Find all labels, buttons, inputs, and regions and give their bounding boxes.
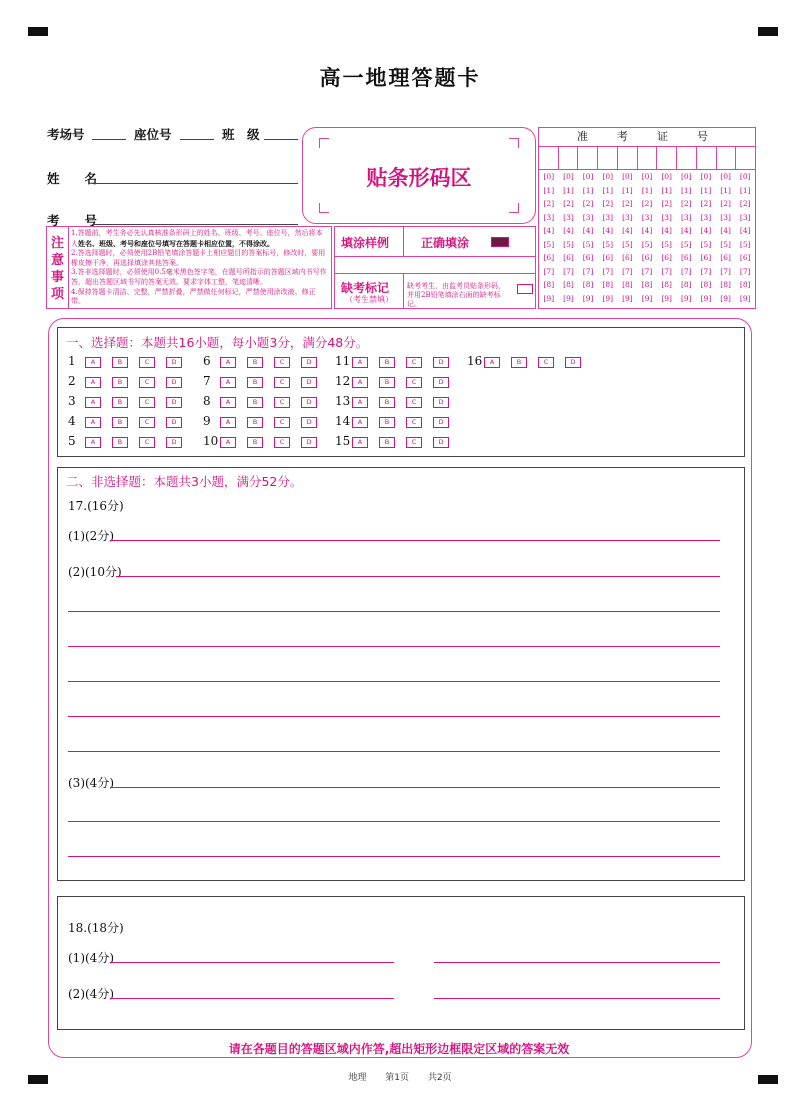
ticket-digit-bubble[interactable]: [7] (602, 266, 614, 276)
ticket-digit-bubble[interactable]: [5] (661, 239, 672, 249)
q17-label: 17.(16分) (68, 499, 124, 513)
ticket-digit-bubble[interactable]: [5] (543, 239, 555, 249)
option-bubble[interactable]: A (85, 397, 101, 408)
ticket-digit-bubble[interactable]: [7] (661, 266, 672, 276)
ticket-number-cell[interactable] (677, 147, 697, 169)
ticket-digit-bubble[interactable]: [1] (739, 185, 751, 195)
ticket-digit-bubble[interactable]: [5] (641, 239, 653, 249)
ticket-digit-column (696, 170, 716, 305)
question-number: 8 (203, 394, 211, 408)
ticket-digit-bubble[interactable]: [3] (543, 212, 555, 222)
ticket-digit-bubble[interactable]: [4] (622, 226, 633, 235)
ticket-digit-bubble[interactable]: [0] (700, 172, 712, 181)
correct-fill-label: 正确填涂 (421, 236, 470, 250)
ticket-digit-bubble[interactable]: [1] (641, 185, 653, 195)
ticket-digit-bubble[interactable]: [2] (641, 199, 653, 208)
option-bubble[interactable]: A (484, 357, 500, 368)
question-number: 16 (467, 354, 483, 368)
option-bubble[interactable]: B (379, 417, 395, 428)
option-bubble[interactable]: A (352, 437, 368, 448)
ticket-digit-bubble[interactable]: [6] (739, 253, 751, 262)
question-number: 5 (68, 434, 76, 448)
ticket-digit-column (578, 170, 598, 305)
answer-line[interactable] (434, 998, 720, 999)
ticket-digit-bubble[interactable]: [7] (700, 266, 712, 276)
multiple-choice-section (57, 327, 745, 457)
ticket-number-cell[interactable] (717, 147, 737, 169)
option-bubble[interactable]: D (433, 357, 449, 368)
ticket-number-grid (538, 127, 756, 309)
ticket-digit-bubble[interactable]: [3] (739, 212, 751, 222)
ticket-digit-bubble[interactable]: [9] (563, 293, 574, 303)
option-bubble[interactable]: C (274, 437, 290, 448)
option-bubble[interactable]: C (538, 357, 554, 368)
ticket-digit-bubble[interactable]: [8] (622, 280, 633, 289)
name-field[interactable] (92, 183, 298, 184)
ticket-digit-bubble[interactable]: [8] (720, 280, 731, 289)
ticket-digit-bubble[interactable]: [3] (622, 212, 633, 222)
q17-1-label: (1)(2分) (68, 529, 114, 543)
page-title: 高一地理答题卡 (319, 65, 481, 90)
ticket-digit-bubble[interactable]: [2] (582, 199, 594, 208)
ticket-digit-bubble[interactable]: [3] (563, 212, 574, 222)
barcode-area (302, 127, 536, 224)
option-bubble[interactable]: A (352, 397, 368, 408)
ticket-digit-bubble[interactable]: [7] (641, 266, 653, 276)
instructions-text: 1.答题前，考生务必先认真核准条形码上的姓名、班级、考号、座位号，然后将本人姓名、班级、考号和座位号填写在答题卡相应位置，不得涂改。 2.答选择题时，必须使用2B铅笔填涂答题卡上相应题目的答案标号，修改时，要用橡皮擦干净，再选择填涂其他答案。 3.答非选择题时，必须使用0.5毫米黑色签字笔，在题号所指示的答题区域内书写作答，超出答题区域书写的答案无效。要求字体工整，笔迹清晰。 4.保持答题卡清洁、完整，严禁折叠，严禁做任何标记，严禁使用涂改液、修正带。 (71, 229, 327, 306)
ticket-digit-bubble[interactable]: [2] (622, 199, 633, 208)
absent-mark-sublabel: （考生禁填） (345, 295, 393, 304)
question-number: 13 (335, 394, 351, 408)
option-bubble[interactable]: A (220, 377, 236, 388)
option-bubble[interactable]: B (112, 417, 128, 428)
ticket-digit-bubble[interactable]: [8] (543, 280, 555, 289)
ticket-digit-bubble[interactable]: [6] (622, 253, 633, 262)
question-number: 1 (68, 354, 76, 368)
ticket-digit-bubble[interactable]: [4] (563, 226, 574, 235)
ticket-number-cell[interactable] (736, 147, 755, 169)
ticket-digit-bubble[interactable]: [0] (720, 172, 731, 181)
ticket-digit-bubble[interactable]: [0] (582, 172, 594, 181)
page-footer (0, 1070, 800, 1083)
ticket-digit-bubble[interactable]: [7] (622, 266, 633, 276)
answer-line[interactable] (110, 998, 394, 999)
answer-area-warning: 请在各题目的答题区域内作答,超出矩形边框限定区域的答案无效 (228, 1042, 570, 1056)
option-bubble[interactable]: B (379, 357, 395, 368)
barcode-area-label: 贴条形码区 (366, 165, 472, 190)
absent-mark-bubble[interactable] (517, 284, 533, 294)
ticket-digit-bubble[interactable]: [3] (602, 212, 614, 222)
answer-line[interactable] (68, 611, 720, 612)
option-bubble[interactable]: B (112, 357, 128, 368)
ticket-number-cells[interactable] (539, 147, 755, 170)
footer-page: 第1页 (385, 1073, 409, 1083)
ticket-digit-bubble[interactable]: [1] (661, 185, 672, 195)
ticket-digit-bubble[interactable]: [3] (720, 212, 731, 222)
ticket-digit-bubble[interactable]: [8] (661, 280, 672, 289)
ticket-digit-bubble[interactable]: [2] (739, 199, 751, 208)
ticket-digit-bubble[interactable]: [0] (602, 172, 614, 181)
ticket-digit-bubble[interactable]: [1] (700, 185, 712, 195)
ticket-digit-bubble[interactable]: [9] (543, 293, 555, 303)
ticket-digit-bubble[interactable]: [6] (661, 253, 672, 262)
seat-field[interactable] (180, 139, 214, 140)
ticket-digit-bubble[interactable]: [1] (543, 185, 555, 195)
ticket-digit-bubble[interactable]: [3] (700, 212, 712, 222)
option-bubble[interactable]: C (139, 397, 155, 408)
option-bubble[interactable]: C (139, 357, 155, 368)
option-bubble[interactable]: B (247, 397, 263, 408)
absent-mark-label: 缺考标记 (341, 281, 390, 295)
ticket-digit-bubble[interactable]: [8] (563, 280, 574, 289)
option-bubble[interactable]: D (166, 357, 182, 368)
ticket-digit-bubble[interactable]: [8] (680, 280, 692, 289)
ticket-digit-bubble[interactable]: [9] (661, 293, 672, 303)
ticket-number-cell[interactable] (618, 147, 638, 169)
option-bubble[interactable]: A (220, 397, 236, 408)
q18-1-label: (1)(4分) (68, 951, 114, 965)
answer-line[interactable] (110, 962, 394, 963)
question-number: 15 (335, 434, 351, 448)
ticket-digit-bubble[interactable]: [0] (543, 172, 555, 181)
option-bubble[interactable]: C (406, 417, 422, 428)
ticket-digit-bubble[interactable]: [5] (720, 239, 731, 249)
option-bubble[interactable]: B (112, 437, 128, 448)
ticket-number-cell[interactable] (638, 147, 658, 169)
q18-2-label: (2)(4分) (68, 987, 114, 1001)
ticket-digit-bubble[interactable]: [4] (543, 226, 555, 235)
option-bubble[interactable]: D (433, 437, 449, 448)
option-bubble[interactable]: D (166, 437, 182, 448)
ticket-digit-bubble[interactable]: [6] (680, 253, 692, 262)
ticket-digit-bubble[interactable]: [1] (582, 185, 594, 195)
option-bubble[interactable]: A (352, 357, 368, 368)
option-bubble[interactable]: D (166, 417, 182, 428)
ticket-digit-bubble[interactable]: [2] (720, 199, 731, 208)
option-bubble[interactable]: B (379, 377, 395, 388)
option-bubble[interactable]: C (139, 437, 155, 448)
option-bubble[interactable]: D (433, 377, 449, 388)
ticket-digit-bubble[interactable]: [3] (661, 212, 672, 222)
ticket-digit-bubble[interactable]: [6] (563, 253, 574, 262)
question-number: 2 (68, 374, 76, 388)
question-number: 4 (68, 414, 76, 428)
answer-line[interactable] (68, 856, 720, 857)
exam-no-label: 考 号 (47, 213, 98, 228)
ticket-digit-bubble[interactable]: [9] (700, 293, 712, 303)
absent-mark-note: 缺考考生，由监考员贴条形码，并用2B铅笔填涂右面的缺考标记。 (407, 282, 505, 308)
footer-total: 共2页 (427, 1073, 452, 1083)
answer-line[interactable] (68, 681, 720, 682)
non-choice-section (57, 467, 745, 881)
option-bubble[interactable]: A (85, 417, 101, 428)
option-bubble[interactable]: B (247, 437, 263, 448)
ticket-digit-bubble[interactable]: [4] (739, 226, 751, 235)
option-bubble[interactable]: D (433, 417, 449, 428)
exam-no-field[interactable] (92, 224, 298, 225)
ticket-digit-bubble[interactable]: [0] (641, 172, 653, 181)
ticket-digit-bubble[interactable]: [4] (602, 226, 614, 235)
option-bubble[interactable]: A (85, 437, 101, 448)
ticket-digit-bubble[interactable]: [8] (602, 280, 614, 289)
ticket-digit-bubble[interactable]: [3] (582, 212, 594, 222)
option-bubble[interactable]: D (166, 377, 182, 388)
ticket-digit-bubble[interactable]: [4] (582, 226, 594, 235)
answer-line[interactable] (68, 716, 720, 717)
ticket-digit-bubble[interactable]: [8] (582, 280, 594, 289)
ticket-digit-bubble[interactable]: [4] (661, 226, 672, 235)
ticket-digit-bubble[interactable]: [8] (641, 280, 653, 289)
ticket-digit-bubbles[interactable] (539, 170, 755, 305)
ticket-digit-bubble[interactable]: [5] (622, 239, 633, 249)
ticket-digit-bubble[interactable]: [7] (582, 266, 594, 276)
ticket-digit-column (657, 170, 677, 305)
option-bubble[interactable]: C (406, 357, 422, 368)
q17-2-label: (2)(10分) (68, 565, 122, 579)
ticket-digit-bubble[interactable]: [6] (720, 253, 731, 262)
option-bubble[interactable]: A (220, 357, 236, 368)
ticket-number-cell[interactable] (697, 147, 717, 169)
ticket-digit-bubble[interactable]: [0] (563, 172, 574, 181)
option-bubble[interactable]: D (433, 397, 449, 408)
ticket-digit-bubble[interactable]: [9] (641, 293, 653, 303)
ticket-digit-bubble[interactable]: [9] (602, 293, 614, 303)
option-bubble[interactable]: B (112, 377, 128, 388)
answer-line[interactable] (116, 576, 720, 577)
ticket-digit-bubble[interactable]: [5] (680, 239, 692, 249)
ticket-number-cell[interactable] (598, 147, 618, 169)
option-bubble[interactable]: A (352, 417, 368, 428)
ticket-digit-bubble[interactable]: [8] (700, 280, 712, 289)
ticket-digit-bubble[interactable]: [5] (563, 239, 574, 249)
ticket-digit-bubble[interactable]: [9] (680, 293, 692, 303)
footer-subject: 地理 (348, 1073, 367, 1083)
option-bubble[interactable]: D (301, 357, 317, 368)
question-number: 3 (68, 394, 76, 408)
question-number: 11 (335, 354, 351, 368)
ticket-digit-bubble[interactable]: [6] (582, 253, 594, 262)
ticket-digit-bubble[interactable]: [0] (661, 172, 672, 181)
ticket-digit-bubble[interactable]: [7] (720, 266, 731, 276)
option-bubble[interactable]: B (379, 437, 395, 448)
option-bubble[interactable]: D (166, 397, 182, 408)
ticket-digit-bubble[interactable]: [6] (543, 253, 555, 262)
ticket-digit-column (598, 170, 618, 305)
ticket-digit-bubble[interactable]: [8] (739, 280, 751, 289)
option-bubble[interactable]: B (112, 397, 128, 408)
ticket-digit-bubble[interactable]: [4] (700, 226, 712, 235)
option-bubble[interactable]: D (301, 397, 317, 408)
ticket-digit-bubble[interactable]: [7] (563, 266, 574, 276)
ticket-digit-column (735, 170, 755, 305)
answer-line[interactable] (434, 962, 720, 963)
instructions-box (46, 226, 332, 309)
question-number: 7 (203, 374, 211, 388)
section1-header: 一、选择题：本题共16小题，每小题3分，满分48分。 (66, 335, 369, 350)
exam-room-label: 考场号 (47, 127, 85, 142)
option-bubble[interactable]: C (274, 417, 290, 428)
seat-label: 座位号 (134, 127, 172, 142)
section2-header: 二、非选择题：本题共3小题，满分52分。 (66, 474, 303, 489)
question-number: 9 (203, 414, 211, 428)
ticket-digit-bubble[interactable]: [0] (622, 172, 633, 181)
option-bubble[interactable]: C (406, 437, 422, 448)
ticket-number-title: 准 考 证 号 (539, 128, 755, 147)
ticket-digit-column (716, 170, 736, 305)
ticket-digit-bubble[interactable]: [5] (582, 239, 594, 249)
ticket-digit-bubble[interactable]: [5] (602, 239, 614, 249)
option-bubble[interactable]: B (379, 397, 395, 408)
option-bubble[interactable]: D (565, 357, 581, 368)
ticket-digit-bubble[interactable]: [3] (641, 212, 653, 222)
ticket-digit-bubble[interactable]: [6] (641, 253, 653, 262)
ticket-digit-bubble[interactable]: [9] (720, 293, 731, 303)
ticket-number-cell[interactable] (657, 147, 677, 169)
ticket-digit-column (676, 170, 696, 305)
ticket-digit-bubble[interactable]: [1] (602, 185, 614, 195)
ticket-digit-bubble[interactable]: [9] (582, 293, 594, 303)
ticket-digit-column (539, 170, 559, 305)
ticket-digit-bubble[interactable]: [7] (680, 266, 692, 276)
ticket-digit-bubble[interactable]: [0] (680, 172, 692, 181)
ticket-digit-bubble[interactable]: [2] (563, 199, 574, 208)
answer-line[interactable] (68, 646, 720, 647)
option-bubble[interactable]: C (274, 357, 290, 368)
q18-label: 18.(18分) (68, 921, 124, 935)
answer-line[interactable] (110, 540, 720, 541)
ticket-digit-bubble[interactable]: [1] (720, 185, 731, 195)
ticket-digit-bubble[interactable]: [1] (622, 185, 633, 195)
option-bubble[interactable]: A (352, 377, 368, 388)
ticket-digit-bubble[interactable]: [1] (563, 185, 574, 195)
option-bubble[interactable]: C (139, 417, 155, 428)
fill-sample-label: 填涂样例 (341, 236, 390, 250)
ticket-digit-column (618, 170, 638, 305)
ticket-digit-bubble[interactable]: [1] (680, 185, 692, 195)
ticket-digit-bubble[interactable]: [9] (739, 293, 751, 303)
fill-sample-box (334, 226, 536, 309)
option-bubble[interactable]: C (406, 397, 422, 408)
option-bubble[interactable]: D (301, 417, 317, 428)
correct-fill-sample (491, 237, 509, 247)
option-bubble[interactable]: A (220, 417, 236, 428)
ticket-digit-bubble[interactable]: [7] (543, 266, 555, 276)
answer-line[interactable] (110, 787, 720, 788)
option-bubble[interactable]: A (85, 357, 101, 368)
exam-room-field[interactable] (92, 139, 126, 140)
ticket-digit-column (559, 170, 579, 305)
ticket-digit-bubble[interactable]: [2] (543, 199, 555, 208)
ticket-digit-bubble[interactable]: [7] (739, 266, 751, 276)
ticket-digit-bubble[interactable]: [0] (739, 172, 751, 181)
option-bubble[interactable]: C (139, 377, 155, 388)
class-label: 班 级 (222, 127, 260, 142)
ticket-digit-bubble[interactable]: [4] (720, 226, 731, 235)
ticket-digit-bubble[interactable]: [2] (680, 199, 692, 208)
q17-3-label: (3)(4分) (68, 776, 114, 790)
option-bubble[interactable]: B (511, 357, 527, 368)
ticket-digit-bubble[interactable]: [9] (622, 293, 633, 303)
ticket-digit-column (637, 170, 657, 305)
option-bubble[interactable]: B (247, 377, 263, 388)
option-bubble[interactable]: B (247, 417, 263, 428)
instructions-side-label: 注 意 事 项 (47, 227, 69, 308)
option-bubble[interactable]: D (301, 437, 317, 448)
question-number: 12 (335, 374, 351, 388)
ticket-digit-bubble[interactable]: [4] (680, 226, 692, 235)
ticket-digit-bubble[interactable]: [6] (602, 253, 614, 262)
option-bubble[interactable]: D (301, 377, 317, 388)
option-bubble[interactable]: C (406, 377, 422, 388)
ticket-digit-bubble[interactable]: [5] (700, 239, 712, 249)
registration-mark (758, 27, 778, 36)
question-number: 10 (203, 434, 219, 448)
option-bubble[interactable]: A (85, 377, 101, 388)
class-field[interactable] (264, 139, 298, 140)
name-label: 姓 名 (47, 171, 98, 186)
ticket-number-cell[interactable] (578, 147, 598, 169)
ticket-digit-bubble[interactable]: [2] (602, 199, 614, 208)
ticket-digit-bubble[interactable]: [2] (700, 199, 712, 208)
ticket-number-cell[interactable] (559, 147, 579, 169)
ticket-number-cell[interactable] (539, 147, 559, 169)
option-bubble[interactable]: C (274, 397, 290, 408)
ticket-digit-bubble[interactable]: [5] (739, 239, 751, 249)
q18-section (57, 896, 745, 1030)
answer-line[interactable] (68, 821, 720, 822)
option-bubble[interactable]: B (247, 357, 263, 368)
ticket-digit-bubble[interactable]: [2] (661, 199, 672, 208)
question-number: 6 (203, 354, 211, 368)
answer-line[interactable] (68, 751, 720, 752)
option-bubble[interactable]: A (220, 437, 236, 448)
question-number: 14 (335, 414, 351, 428)
ticket-digit-bubble[interactable]: [6] (700, 253, 712, 262)
option-bubble[interactable]: C (274, 377, 290, 388)
ticket-digit-bubble[interactable]: [4] (641, 226, 653, 235)
registration-mark (28, 27, 48, 36)
ticket-digit-bubble[interactable]: [3] (680, 212, 692, 222)
